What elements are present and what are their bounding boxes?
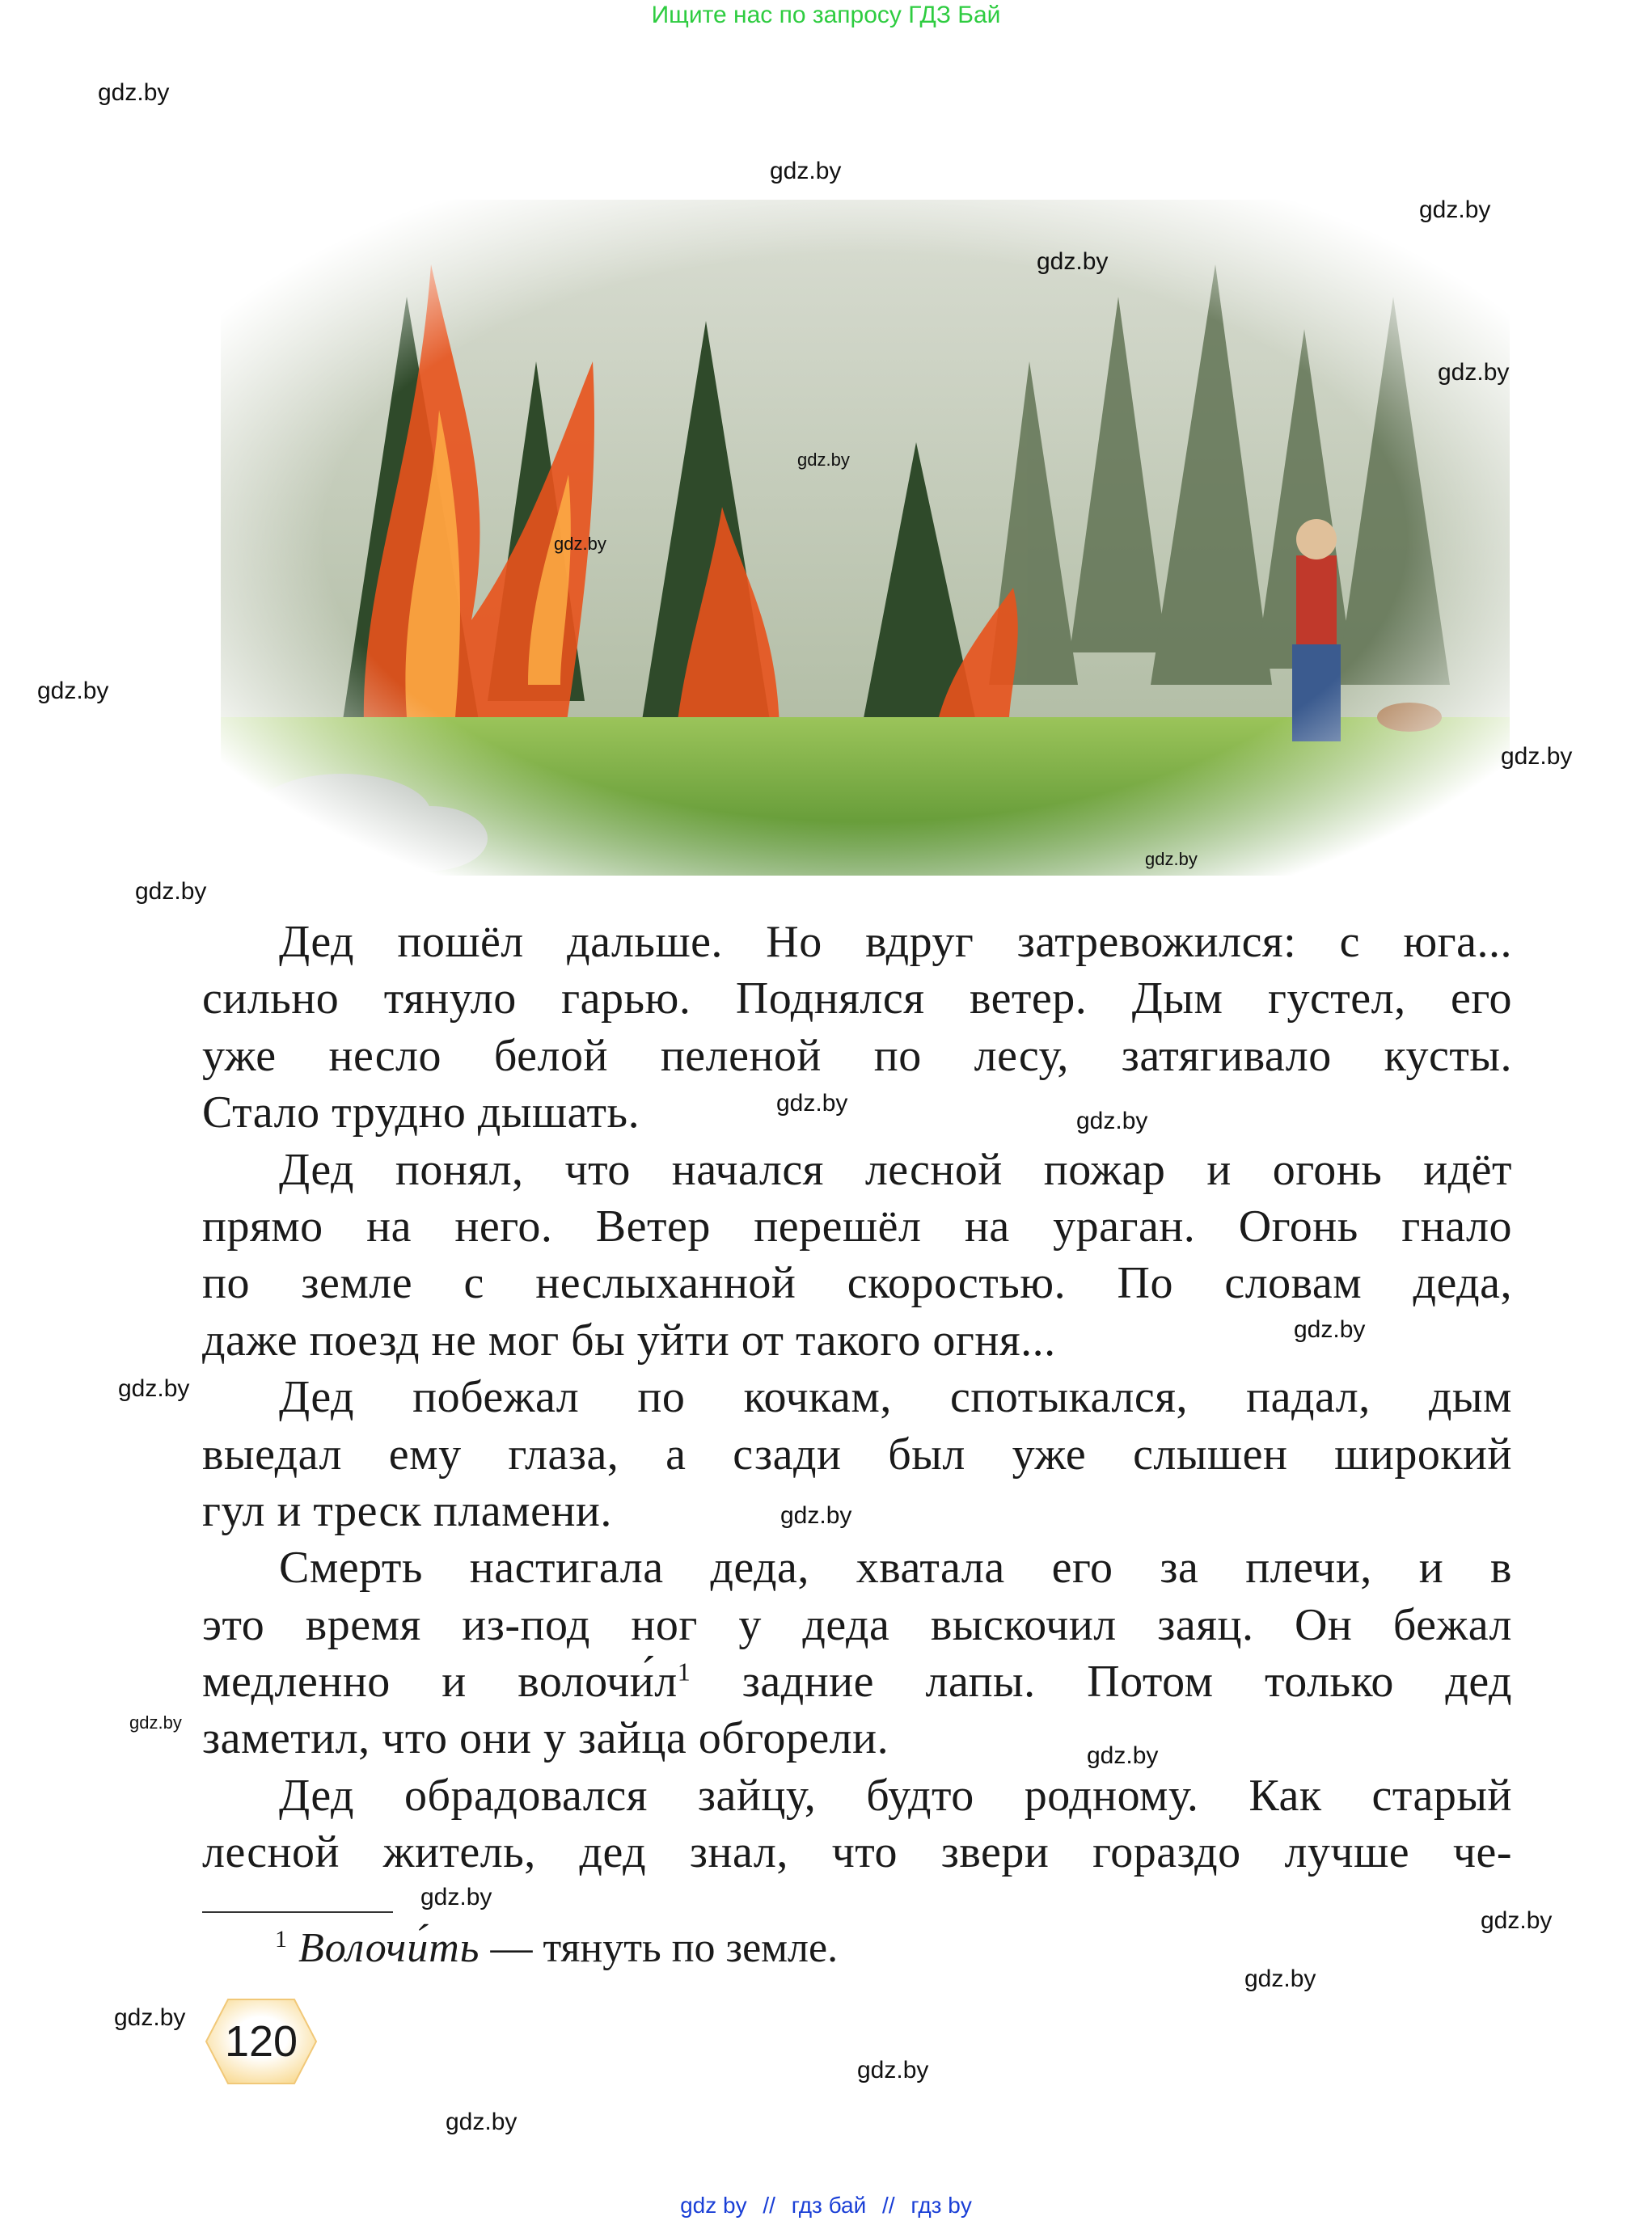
page-number-badge: [204, 1997, 319, 2086]
watermark: gdz.by: [797, 450, 850, 470]
footnote-mark: 1: [275, 1925, 287, 1953]
watermark: gdz.by: [135, 878, 207, 905]
footer-links: [0, 2193, 1652, 2219]
footer-link-gdz-by-2[interactable]: гдз by: [911, 2193, 972, 2218]
footnote-definition: — тянуть по земле.: [480, 1925, 839, 1971]
text-line: даже поезд не мог бы уйти от такого огня...: [202, 1315, 1056, 1366]
text-line: Дед обрадовался зайцу, будто родному. Как старый: [279, 1770, 1512, 1821]
watermark: gdz.by: [1076, 1108, 1148, 1134]
footer-separator: //: [763, 2193, 775, 2218]
footnote-divider: [202, 1911, 393, 1913]
text-line: Дед пошёл дальше. Но вдруг затревожился: с юга...: [279, 917, 1512, 967]
watermark: gdz.by: [770, 158, 842, 184]
text-line: гул и треск пламени.: [202, 1485, 612, 1536]
watermark: gdz.by: [857, 2057, 929, 2084]
story-text: [202, 914, 1512, 1881]
watermark: gdz.by: [1244, 1965, 1316, 1992]
text-line: это время из-под ног у деда выскочил заяц. Он бежал: [202, 1599, 1512, 1650]
page-number: 120: [224, 2017, 298, 2066]
text-line: Дед понял, что начался лесной пожар и огонь идёт: [279, 1144, 1512, 1195]
text-line: лесной житель, дед знал, что звери гораздо лучше че-: [202, 1827, 1512, 1878]
watermark: gdz.by: [1501, 743, 1573, 770]
watermark: gdz.by: [776, 1090, 848, 1117]
text-line: Стало трудно дышать.: [202, 1087, 640, 1138]
watermark: gdz.by: [37, 678, 109, 704]
text-line: по земле с неслыханной скоростью. По словам деда,: [202, 1258, 1512, 1309]
footer-link-gdz-by[interactable]: gdz by: [680, 2193, 747, 2218]
watermark: gdz.by: [118, 1375, 190, 1402]
watermark: gdz.by: [98, 79, 170, 106]
watermark: gdz.by: [129, 1712, 182, 1733]
watermark: gdz.by: [1481, 1907, 1553, 1934]
text-line: Смерть настигала деда, хватала его за плечи, и в: [279, 1543, 1512, 1594]
watermark: gdz.by: [1294, 1316, 1366, 1343]
watermark: gdz.by: [1438, 359, 1510, 386]
text-line: выедал ему глаза, а сзади был уже слышен широкий: [202, 1429, 1512, 1480]
text-line: Дед побежал по кочкам, спотыкался, падал, дым: [279, 1372, 1512, 1423]
text-line: [202, 1653, 1512, 1710]
watermark: gdz.by: [1087, 1742, 1159, 1769]
watermark: gdz.by: [780, 1502, 852, 1529]
watermark: gdz.by: [446, 2109, 518, 2135]
text-line: сильно тянуло гарью. Поднялся ветер. Дым густел, его: [202, 973, 1512, 1024]
watermark: gdz.by: [1037, 248, 1109, 275]
watermark: gdz.by: [114, 2004, 186, 2031]
watermark: gdz.by: [420, 1884, 492, 1910]
footer-separator: //: [882, 2193, 895, 2218]
footer-link-gdz-bai[interactable]: гдз бай: [791, 2193, 867, 2218]
forest-fire-illustration: [221, 196, 1510, 876]
footnote-ref: 1: [677, 1657, 691, 1687]
footnote-term: Волочи́ть: [298, 1925, 480, 1971]
watermark: gdz.by: [554, 534, 606, 554]
text-line: заметил, что они у зайца обгорели.: [202, 1713, 889, 1764]
text-line: уже несло белой пеленой по лесу, затягивало кусты.: [202, 1030, 1512, 1081]
footnote: [275, 1924, 838, 1972]
watermark: gdz.by: [1145, 849, 1198, 869]
promo-header[interactable]: Ищите нас по запросу ГДЗ Бай: [651, 2, 1001, 28]
text-line: прямо на него. Ветер перешёл на ураган. Огонь гнало: [202, 1201, 1512, 1252]
text-fragment: задние лапы. Потом только дед: [691, 1657, 1512, 1708]
text-fragment: медленно и волочи́л: [202, 1657, 678, 1708]
watermark: gdz.by: [1419, 196, 1491, 223]
